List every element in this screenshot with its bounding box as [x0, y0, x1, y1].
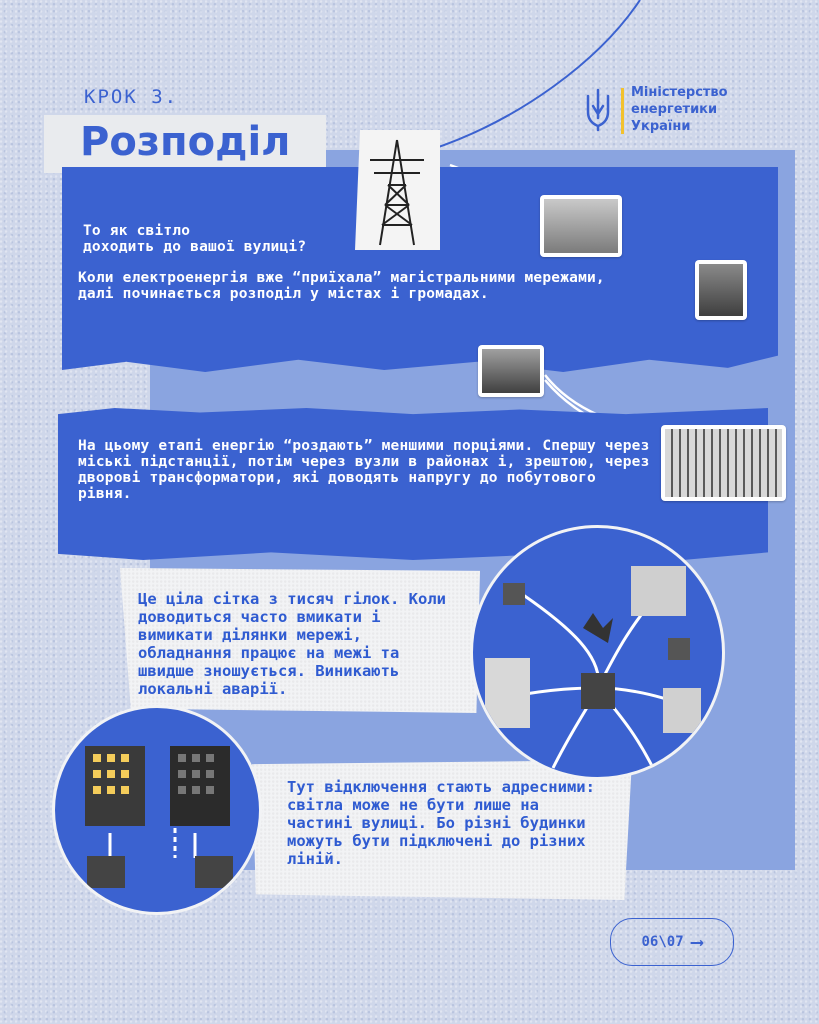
pager-button[interactable] [610, 918, 734, 966]
trident-icon [583, 88, 613, 132]
power-tower-image [350, 125, 445, 255]
logo-divider [621, 88, 624, 134]
ministry-line-2: енергетики [631, 102, 718, 117]
network-circle [470, 525, 725, 780]
arrow-right-icon: ⟶ [691, 931, 703, 953]
step-label: КРОК 3. [84, 86, 179, 108]
page-title: Розподіл [80, 119, 291, 165]
substation-photo [540, 195, 622, 257]
ministry-line-1: Міністерство [631, 85, 728, 100]
section3-text: Це ціла сітка з тисяч гілок. Коли доводиться часто вмикати і вимикати ділянки мережі, обладнання працює на межі та швидше зношується. Виникають локальні аварії. [138, 590, 446, 698]
ministry-logo [583, 84, 743, 136]
ministry-name [631, 84, 728, 135]
title-box [44, 115, 326, 173]
small-substation-photo [478, 345, 544, 397]
section4-text: Тут відключення стають адресними: світла може не бути лише на частині вулиці. Бо різні будинки можуть бути підключені до різних ліній. [287, 778, 595, 868]
transformer-photo [695, 260, 747, 320]
network-icon [473, 528, 725, 780]
tower-icon [350, 125, 445, 255]
section2-text: На цьому етапі енергію “роздають” меншими порціями. Спершу через міські підстанції, потім через вузли в районах і, зрештою, через дворові трансформатори, які доводять напругу до побутового рівня. [78, 438, 650, 502]
question-line-1: То як світло [83, 223, 191, 239]
pager-label: 06\07 [641, 934, 684, 950]
buildings-circle [52, 705, 262, 915]
buildings-icon [55, 708, 262, 915]
section1-text: Коли електроенергія вже “приїхала” магістральними мережами, далі починається розподіл у містах і громадах. [78, 270, 605, 302]
section1-question [83, 223, 306, 255]
apartment-photo [661, 425, 786, 501]
ministry-line-3: України [631, 119, 691, 134]
question-line-2: доходить до вашої вулиці? [83, 239, 307, 255]
